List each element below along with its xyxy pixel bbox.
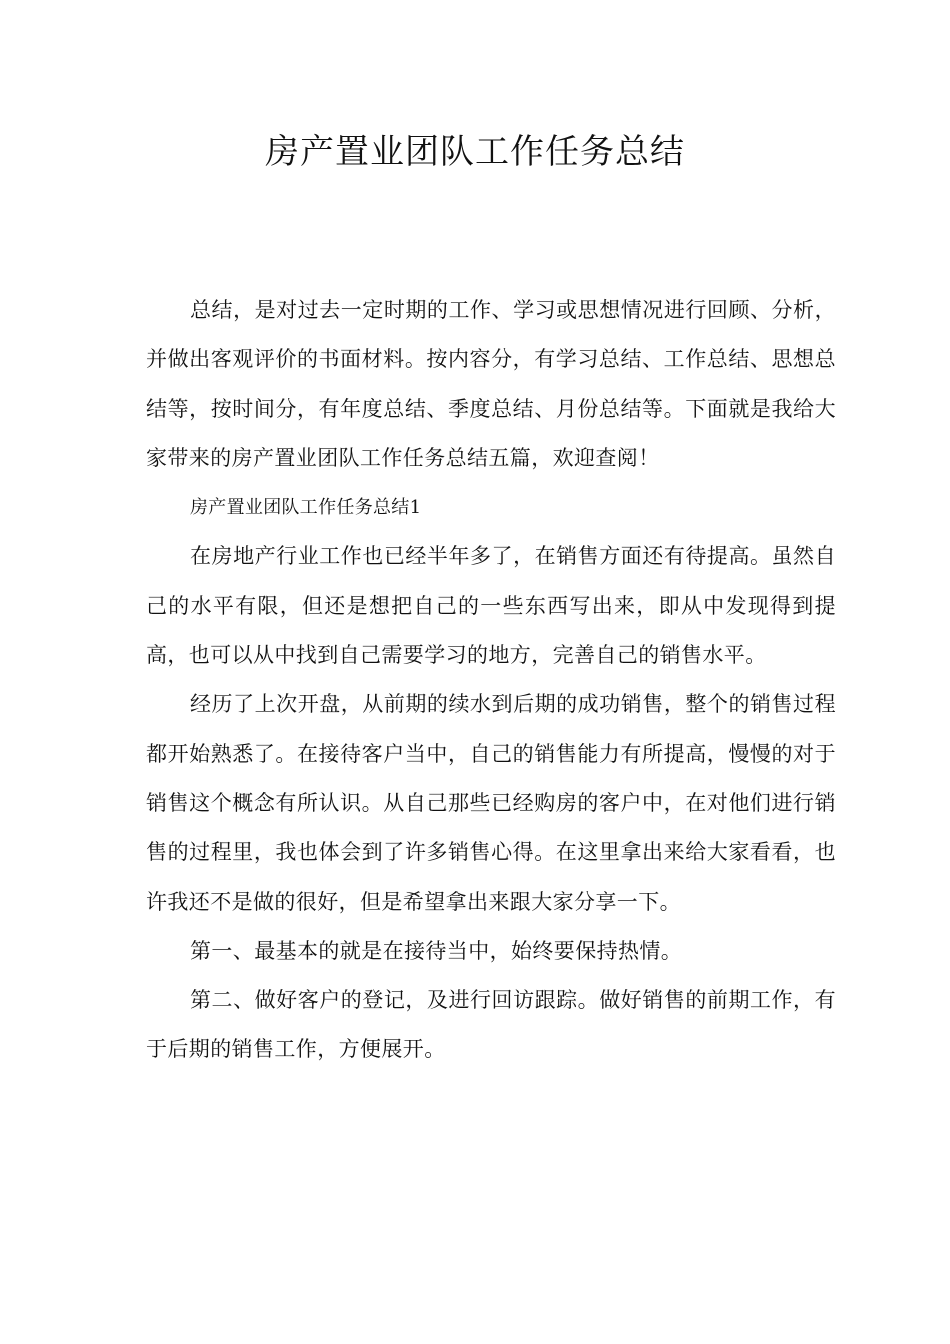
body-paragraph-3: 第一、最基本的就是在接待当中，始终要保持热情。: [190, 938, 683, 963]
document-title: 房产置业团队工作任务总结: [265, 132, 685, 172]
body-paragraph-4: 第二、做好客户的登记，及进行回访跟踪。做好销售的前期工作，有于后期的销售工作，方便展开。: [146, 988, 836, 1062]
intro-paragraph: 总结，是对过去一定时期的工作、学习或思想情况进行回顾、分析，并做出客观评价的书面材料。按内容分，有学习总结、工作总结、思想总结等，按时间分，有年度总结、季度总结、月份总结等。下面就是我给大家带来的房产置业团队工作任务总结五篇，欢迎查阅！: [146, 298, 836, 470]
body-paragraph-2: 经历了上次开盘，从前期的续水到后期的成功销售，整个的销售过程都开始熟悉了。在接待客户当中，自己的销售能力有所提高，慢慢的对于销售这个概念有所认识。从自己那些已经购房的客户中，在对他们进行销售的过程里，我也体会到了许多销售心得。在这里拿出来给大家看看，也许我还不是做的很好，但是希望拿出来跟大家分享一下。: [146, 692, 836, 914]
body-paragraph-1: 在房地产行业工作也已经半年多了，在销售方面还有待提高。虽然自己的水平有限，但还是想把自己的一些东西写出来，即从中发现得到提高，也可以从中找到自己需要学习的地方，完善自己的销售水平。: [146, 544, 836, 668]
section-heading-1: 房产置业团队工作任务总结1: [190, 497, 422, 519]
document-body: [146, 286, 836, 1075]
